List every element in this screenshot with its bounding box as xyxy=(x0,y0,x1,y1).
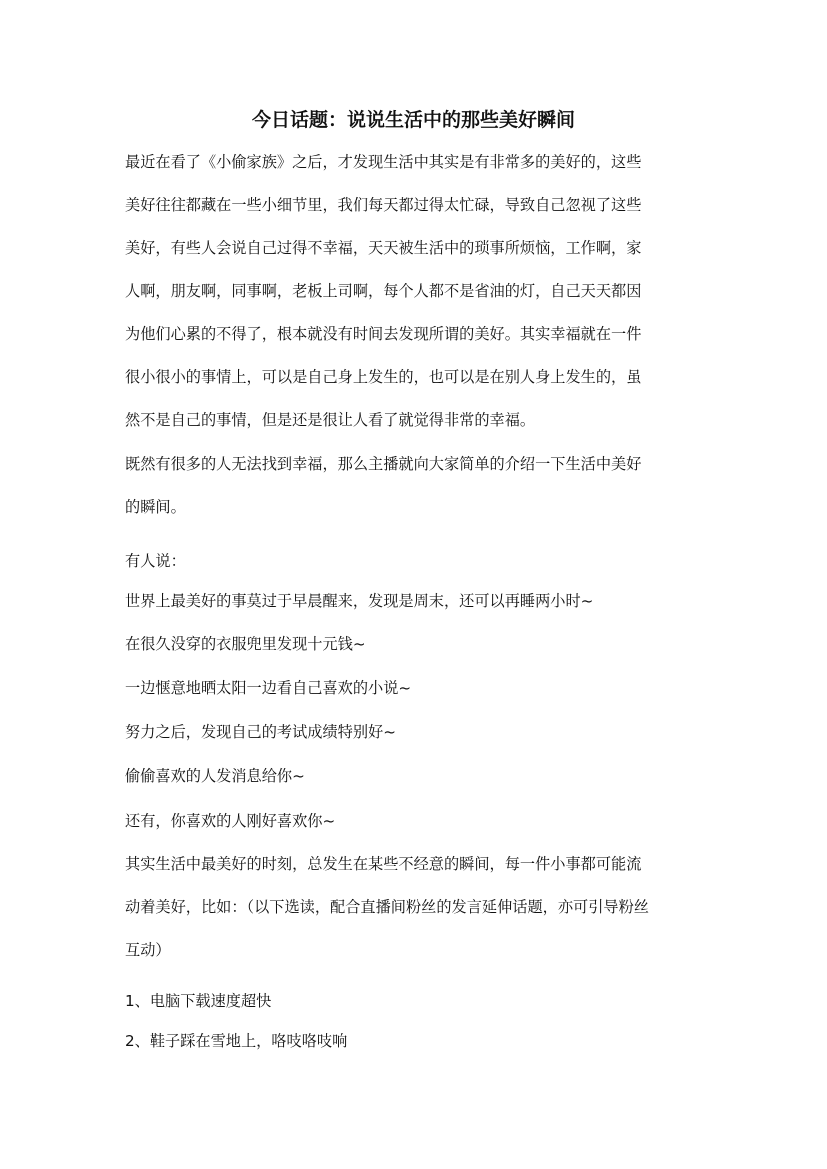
paragraph-moment-exam: 努力之后，发现自己的考试成绩特别好~ xyxy=(125,723,396,741)
paragraph-transition: 既然有很多的人无法找到幸福，那么主播就向大家简单的介绍一下生活中美好 的瞬间。 xyxy=(125,455,642,516)
list-item: 2、鞋子踩在雪地上，咯吱咯吱响 xyxy=(125,1032,348,1050)
paragraph-moment-message: 偷偷喜欢的人发消息给你~ xyxy=(125,767,305,785)
paragraph-moment-money: 在很久没穿的衣服兜里发现十元钱~ xyxy=(125,635,366,653)
paragraph-someone-says: 有人说： xyxy=(125,552,186,570)
paragraph-summary: 其实生活中最美好的时刻，总发生在某些不经意的瞬间，每一件小事都可能流 动着美好，比如：（以下选读，配合直播间粉丝的发言延伸话题，亦可引导粉丝 互动） xyxy=(125,855,649,959)
paragraph-moment-mutual: 还有，你喜欢的人刚好喜欢你~ xyxy=(125,812,336,830)
paragraph-intro: 最近在看了《小偷家族》之后，才发现生活中其实是有非常多的美好的，这些 美好往往都藏在一些小细节里，我们每天都过得太忙碌，导致自己忽视了这些 美好，有些人会说自己过得不幸福，天天被生活中的琐事所烦恼，工作啊，家 人啊，朋友啊，同事啊，老板上司啊，每个人都不是省油的灯，自己天天都因 为他们心累的不得了，根本就没有时间去发现所谓的美好。其实幸福就在一件 很小很小的事情上，可以是自己身上发生的，也可以是在别人身上发生的，虽 然不是自己的事情，但是还是很让人看了就觉得非常的幸福。 xyxy=(125,153,642,429)
paragraph-moment-sunbathing: 一边惬意地晒太阳一边看自己喜欢的小说~ xyxy=(125,679,412,697)
list-item: 1、电脑下载速度超快 xyxy=(125,992,272,1010)
paragraph-moment-weekend: 世界上最美好的事莫过于早晨醒来，发现是周末，还可以再睡两小时~ xyxy=(125,592,594,610)
document-title: 今日话题：说说生活中的那些美好瞬间 xyxy=(251,109,575,131)
